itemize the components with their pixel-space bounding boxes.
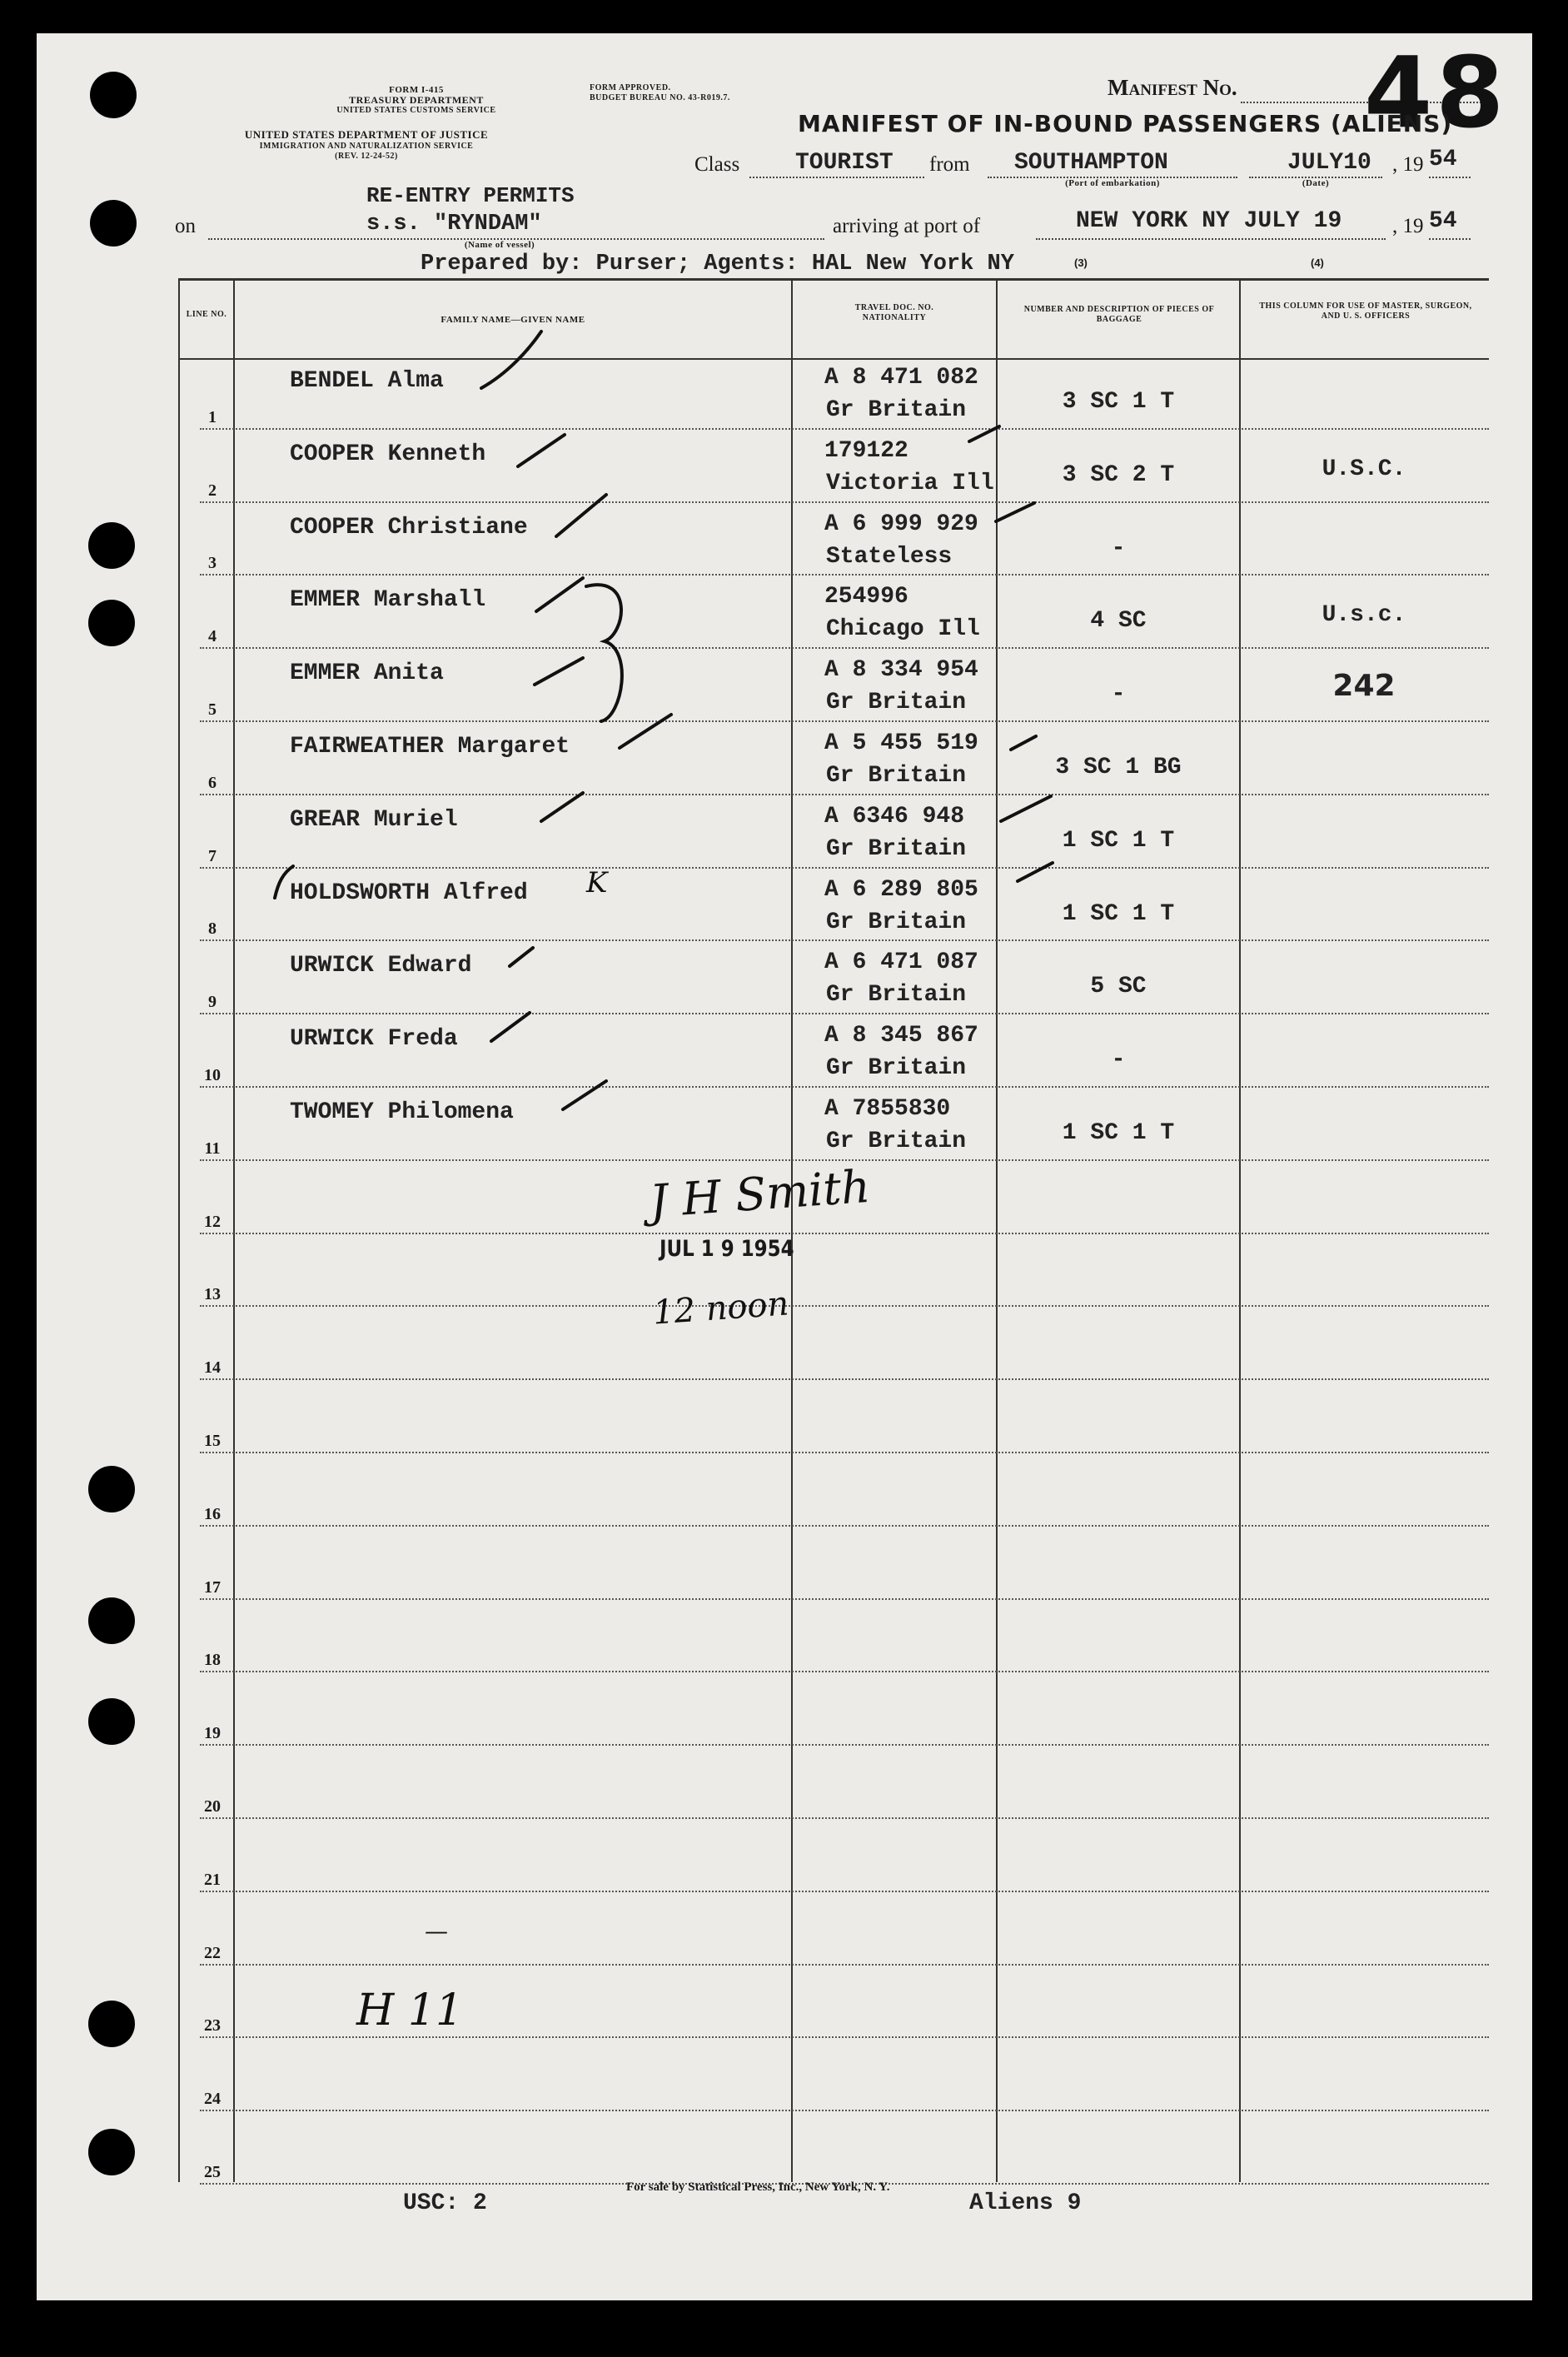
officer-note: U.S.C.: [1322, 456, 1406, 482]
passenger-name: URWICK Freda: [290, 1026, 458, 1053]
passenger-name: URWICK Edward: [290, 953, 472, 979]
arrival-year: 54: [1429, 208, 1457, 234]
check-mark: [1011, 736, 1036, 750]
baggage: 5 SC: [1090, 974, 1147, 1000]
vessel-name: s.s. "RYNDAM": [366, 212, 542, 237]
class-label: Class: [694, 153, 740, 176]
check-mark: [996, 503, 1034, 521]
line-number: 14: [204, 1358, 221, 1378]
travel-doc-number: A 8 471 082: [824, 365, 978, 391]
check-mark: [556, 495, 606, 536]
nationality: Stateless: [826, 543, 953, 570]
check-mark: [563, 1081, 606, 1109]
handwritten-k: K: [586, 866, 608, 899]
line-number: 2: [208, 481, 217, 500]
check-mark: [535, 658, 583, 685]
line-number: 13: [204, 1285, 221, 1304]
travel-doc-number: A 6 289 805: [824, 876, 978, 903]
handwritten-time: 12 noon: [651, 1284, 790, 1333]
check-mark: [275, 866, 293, 898]
travel-doc-number: A 8 334 954: [824, 657, 978, 684]
line-number: 1: [208, 407, 217, 426]
line-number: 21: [204, 1870, 221, 1889]
nationality: Gr Britain: [826, 982, 967, 1009]
check-mark: [620, 715, 671, 748]
baggage: 4 SC: [1090, 608, 1147, 635]
arriving-label: arriving at port of: [833, 215, 981, 237]
passenger-name: EMMER Marshall: [290, 587, 486, 614]
line-number: 25: [204, 2163, 221, 2181]
nationality: Gr Britain: [826, 397, 967, 423]
form-number: FORM I-415: [389, 85, 444, 95]
passenger-name: TWOMEY Philomena: [290, 1099, 514, 1125]
nationality: Gr Britain: [826, 835, 967, 862]
baggage: 3 SC 1 BG: [1055, 755, 1182, 780]
line-number: 6: [208, 773, 217, 792]
handwritten-h11: H 11: [356, 1986, 464, 2036]
manifest-title: MANIFEST OF IN-BOUND PASSENGERS (ALIENS): [798, 110, 1453, 137]
printer-note: For sale by Statistical Press, Inc., New York, N. Y.: [626, 2180, 890, 2194]
check-mark: [541, 793, 583, 821]
received-date-stamp: JUL 1 9 1954: [660, 1236, 794, 1262]
passenger-name: COOPER Christiane: [290, 514, 528, 541]
line-number: 23: [204, 2016, 221, 2036]
passenger-name: FAIRWEATHER Margaret: [290, 734, 570, 760]
customs-service: UNITED STATES CUSTOMS SERVICE: [336, 106, 496, 115]
line-number: 16: [204, 1504, 221, 1523]
year-prefix: 19: [1402, 215, 1424, 237]
department-of-justice: UNITED STATES DEPARTMENT OF JUSTICE: [244, 128, 489, 141]
baggage: 3 SC 1 T: [1062, 389, 1175, 415]
class-value: TOURIST: [795, 150, 894, 176]
line-number: 20: [204, 1797, 221, 1816]
nationality: Gr Britain: [826, 1129, 967, 1154]
arrival-year-prefix: , 19: [1392, 215, 1424, 237]
embark-date-caption: (Date): [1302, 178, 1330, 188]
aliens-count: Aliens 9: [969, 2190, 1082, 2216]
embark-date: JULY10: [1287, 150, 1371, 176]
ins-service: IMMIGRATION AND NATURALIZATION SERVICE: [259, 142, 474, 151]
line-number: 24: [204, 2090, 221, 2109]
budget-bureau: BUDGET BUREAU NO. 43-R019.7.: [590, 93, 730, 102]
form-revision: (REV. 12-24-52): [335, 152, 398, 161]
line-number: 12: [204, 1212, 221, 1231]
travel-doc-number: A 6346 948: [824, 803, 965, 830]
check-mark: [1018, 863, 1053, 881]
re-entry-permits: RE-ENTRY PERMITS: [366, 183, 575, 208]
passenger-name: EMMER Anita: [290, 660, 444, 687]
check-mark: [518, 435, 565, 466]
embark-year: 54: [1429, 147, 1457, 172]
check-mark: [510, 948, 533, 966]
nationality: Gr Britain: [826, 1055, 967, 1082]
year-prefix: 19: [1402, 153, 1424, 176]
embark-year-prefix: , 19: [1392, 153, 1424, 176]
embark-port-caption: (Port of embarkation): [1065, 178, 1160, 188]
check-mark: [586, 585, 622, 721]
check-mark: [1001, 796, 1051, 821]
baggage: 1 SC 1 T: [1062, 827, 1175, 854]
nationality: Gr Britain: [826, 690, 967, 716]
passenger-name: BENDEL Alma: [290, 368, 444, 394]
baggage: -: [1111, 535, 1126, 561]
baggage: 3 SC 2 T: [1062, 461, 1175, 488]
line-number: 5: [208, 700, 217, 719]
officer-note: 242: [1332, 669, 1396, 704]
prepared-by: Prepared by: Purser; Agents: HAL New York NY: [421, 252, 1014, 277]
nationality: Chicago Ill: [826, 616, 980, 643]
passenger-name: HOLDSWORTH Alfred: [290, 880, 528, 906]
on-label: on: [175, 215, 196, 237]
line-number: 3: [208, 554, 217, 573]
line-number: 11: [204, 1139, 221, 1158]
baggage: 1 SC 1 T: [1062, 1120, 1175, 1146]
note-3: (3): [1074, 257, 1088, 269]
passenger-name: GREAR Muriel: [290, 806, 458, 833]
travel-doc-number: 179122: [824, 437, 908, 464]
line-number: 19: [204, 1724, 221, 1743]
check-mark: [969, 426, 999, 441]
travel-doc-number: A 5 455 519: [824, 730, 978, 756]
check-mark: [491, 1013, 530, 1041]
line-number: 22: [204, 1943, 221, 1962]
travel-doc-number: A 8 345 867: [824, 1023, 978, 1049]
col-officers: THIS COLUMN FOR USE OF MASTER, SURGEON, AND U. S. OFFICERS: [1259, 301, 1472, 321]
check-mark: [481, 331, 541, 388]
passenger-name: COOPER Kenneth: [290, 441, 486, 467]
baggage: 1 SC 1 T: [1062, 900, 1175, 927]
nationality: Victoria Ill: [826, 470, 994, 496]
travel-doc-number: A 7855830: [824, 1096, 951, 1122]
nationality: Gr Britain: [826, 763, 967, 789]
line-number: 15: [204, 1432, 221, 1450]
arrival-port-date: NEW YORK NY JULY 19: [1076, 208, 1342, 234]
from-label: from: [929, 153, 970, 176]
treasury-department: TREASURY DEPARTMENT: [349, 94, 484, 106]
line-number: 9: [208, 993, 217, 1012]
form-approved: FORM APPROVED.: [590, 83, 671, 92]
embark-port: SOUTHAMPTON: [1014, 150, 1168, 176]
manifest-number: 48: [1364, 35, 1508, 150]
vessel-caption: (Name of vessel): [464, 240, 535, 250]
officer-note: U.s.c.: [1322, 602, 1406, 629]
col-name: FAMILY NAME—GIVEN NAME: [441, 315, 585, 325]
col-baggage: NUMBER AND DESCRIPTION OF PIECES OF BAGGAGE: [1023, 305, 1215, 324]
line-number: 7: [208, 846, 217, 865]
col-line-no: LINE NO.: [186, 310, 227, 319]
line-number: 8: [208, 919, 217, 939]
note-4: (4): [1311, 257, 1324, 269]
col-travel-doc: TRAVEL DOC. NO. NATIONALITY: [854, 303, 934, 322]
nationality: Gr Britain: [826, 909, 967, 935]
check-mark: [536, 578, 583, 611]
baggage: -: [1111, 1047, 1126, 1074]
travel-doc-number: A 6 999 929: [824, 511, 978, 537]
line-number: 17: [204, 1577, 221, 1597]
travel-doc-number: 254996: [824, 584, 908, 610]
baggage: -: [1111, 681, 1126, 708]
line-number: 10: [204, 1066, 221, 1084]
line-number: 18: [204, 1651, 221, 1670]
usc-count: USC: 2: [403, 2190, 487, 2216]
signature: J H Smith: [648, 1159, 872, 1228]
manifest-label: Manifest No.: [1108, 75, 1237, 100]
line-number: 4: [208, 627, 217, 646]
travel-doc-number: A 6 471 087: [824, 949, 978, 976]
handwritten-dash: —: [425, 1917, 448, 1945]
